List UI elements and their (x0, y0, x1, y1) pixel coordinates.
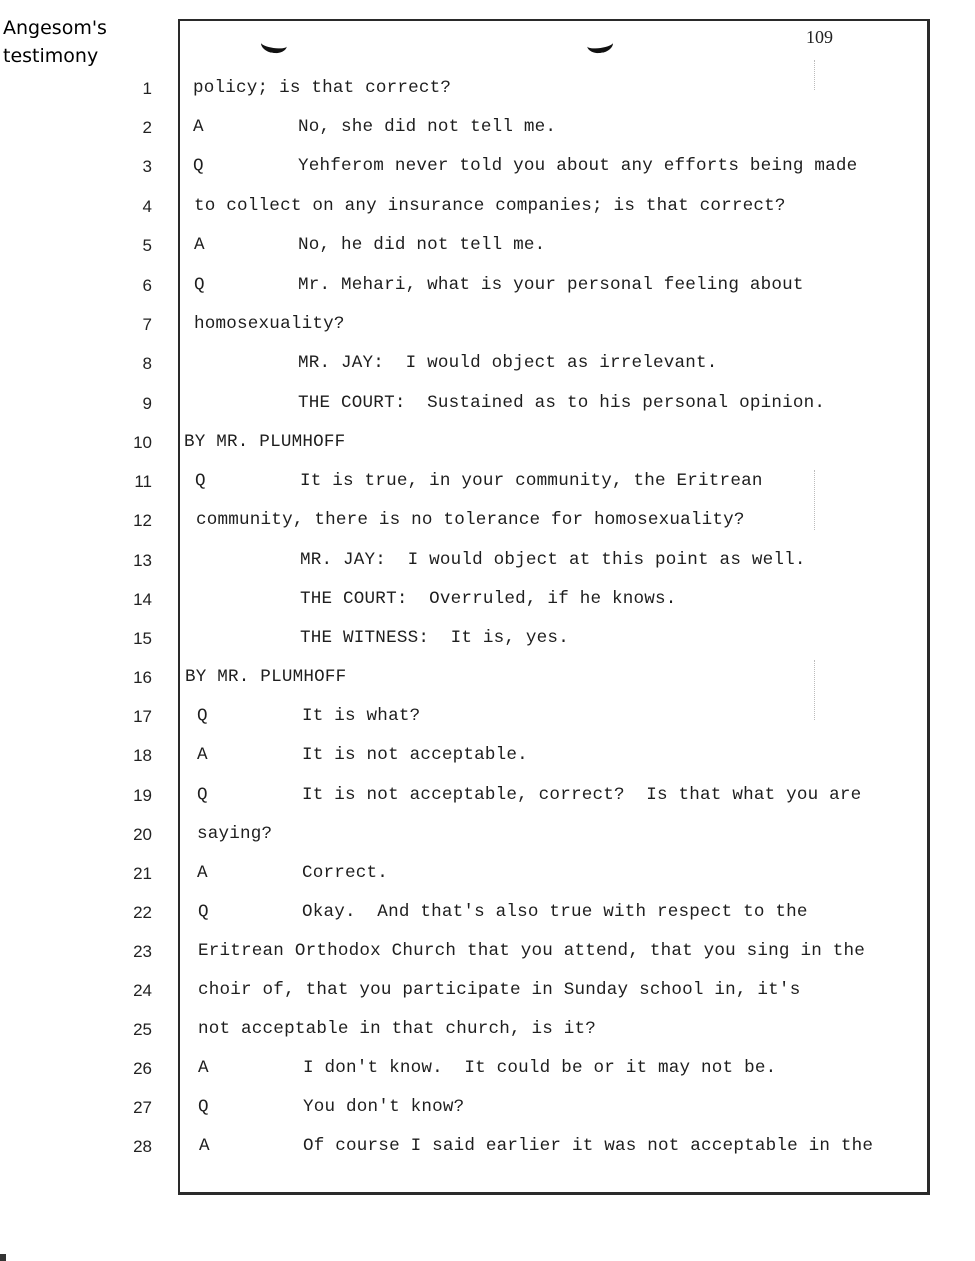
speaker-label: A (193, 117, 204, 137)
speaker-label: A (194, 235, 205, 255)
line-number: 6 (142, 276, 152, 295)
speaker-label: A (197, 863, 208, 883)
line-number: 19 (133, 786, 152, 805)
line-number: 4 (142, 197, 152, 216)
faint-margin-dots (814, 470, 816, 530)
annotation-label (3, 14, 107, 70)
line-number: 5 (142, 236, 152, 255)
transcript-line: THE COURT: Overruled, if he knows. (300, 589, 677, 609)
transcript-line: BY MR. PLUMHOFF (185, 667, 347, 687)
line-number: 12 (133, 511, 152, 530)
transcript-line: not acceptable in that church, is it? (198, 1019, 597, 1039)
annotation-line-2: testimony (3, 45, 99, 67)
speaker-label: Q (193, 156, 204, 176)
transcript-line: BY MR. PLUMHOFF (184, 432, 346, 452)
line-number: 25 (133, 1020, 152, 1039)
annotation-line-1: Angesom's (3, 17, 107, 39)
faint-margin-dots (814, 60, 816, 90)
line-number: 13 (133, 551, 152, 570)
line-number: 18 (133, 746, 152, 765)
speaker-label: Q (198, 1097, 209, 1117)
transcript-line: choir of, that you participate in Sunday school in, it's (198, 980, 801, 1000)
line-number: 28 (133, 1137, 152, 1156)
transcript-line: THE COURT: Sustained as to his personal opinion. (298, 393, 826, 413)
faint-margin-dots (814, 660, 816, 720)
page-number: 109 (806, 27, 833, 47)
line-number: 9 (142, 394, 152, 413)
transcript-line: No, he did not tell me. (298, 235, 546, 255)
line-number: 27 (133, 1098, 152, 1117)
speaker-label: Q (198, 902, 209, 922)
speaker-label: A (199, 1136, 210, 1156)
line-number: 22 (133, 903, 152, 922)
line-number: 17 (133, 707, 152, 726)
transcript-line: homosexuality? (194, 314, 345, 334)
transcript-line: You don't know? (303, 1097, 465, 1117)
line-number: 24 (133, 981, 152, 1000)
speaker-label: Q (195, 471, 206, 491)
transcript-line: It is not acceptable, correct? Is that what you are (302, 785, 862, 805)
line-number: 21 (133, 864, 152, 883)
transcript-line: No, she did not tell me. (298, 117, 557, 137)
transcript-line: to collect on any insurance companies; is that correct? (194, 196, 786, 216)
transcript-line: It is what? (302, 706, 421, 726)
transcript-line: Correct. (302, 863, 389, 883)
speaker-label: A (198, 1058, 209, 1078)
speaker-label: Q (194, 275, 205, 295)
line-number: 16 (133, 668, 152, 687)
transcript-line: Okay. And that's also true with respect to the (302, 902, 808, 922)
transcript-line: Mr. Mehari, what is your personal feeling about (298, 275, 804, 295)
line-number: 11 (134, 472, 152, 491)
transcript-line: community, there is no tolerance for homosexuality? (196, 510, 745, 530)
transcript-line: Of course I said earlier it was not acceptable in the (303, 1136, 874, 1156)
line-number: 7 (142, 315, 152, 334)
line-number: 3 (142, 157, 152, 176)
transcript-line: THE WITNESS: It is, yes. (300, 628, 569, 648)
transcript-line: It is not acceptable. (302, 745, 528, 765)
line-number: 20 (133, 825, 152, 844)
transcript-line: MR. JAY: I would object as irrelevant. (298, 353, 718, 373)
line-number: 2 (142, 118, 152, 137)
transcript-line: saying? (197, 824, 273, 844)
line-number: 23 (133, 942, 152, 961)
transcript-line: It is true, in your community, the Eritrean (300, 471, 763, 491)
scan-edge-mark (0, 1254, 6, 1261)
transcript-line: I don't know. It could be or it may not be. (303, 1058, 777, 1078)
line-number: 15 (133, 629, 152, 648)
transcript-line: Yehferom never told you about any efforts being made (298, 156, 858, 176)
transcript-line: policy; is that correct? (193, 78, 452, 98)
transcript-line: Eritrean Orthodox Church that you attend, that you sing in the (198, 941, 865, 961)
line-number: 1 (142, 79, 152, 98)
line-number: 8 (142, 354, 152, 373)
line-number: 14 (133, 590, 152, 609)
speaker-label: A (197, 745, 208, 765)
speaker-label: Q (197, 785, 208, 805)
speaker-label: Q (197, 706, 208, 726)
transcript-line: MR. JAY: I would object at this point as well. (300, 550, 806, 570)
line-number: 26 (133, 1059, 152, 1078)
line-number: 10 (133, 433, 152, 452)
